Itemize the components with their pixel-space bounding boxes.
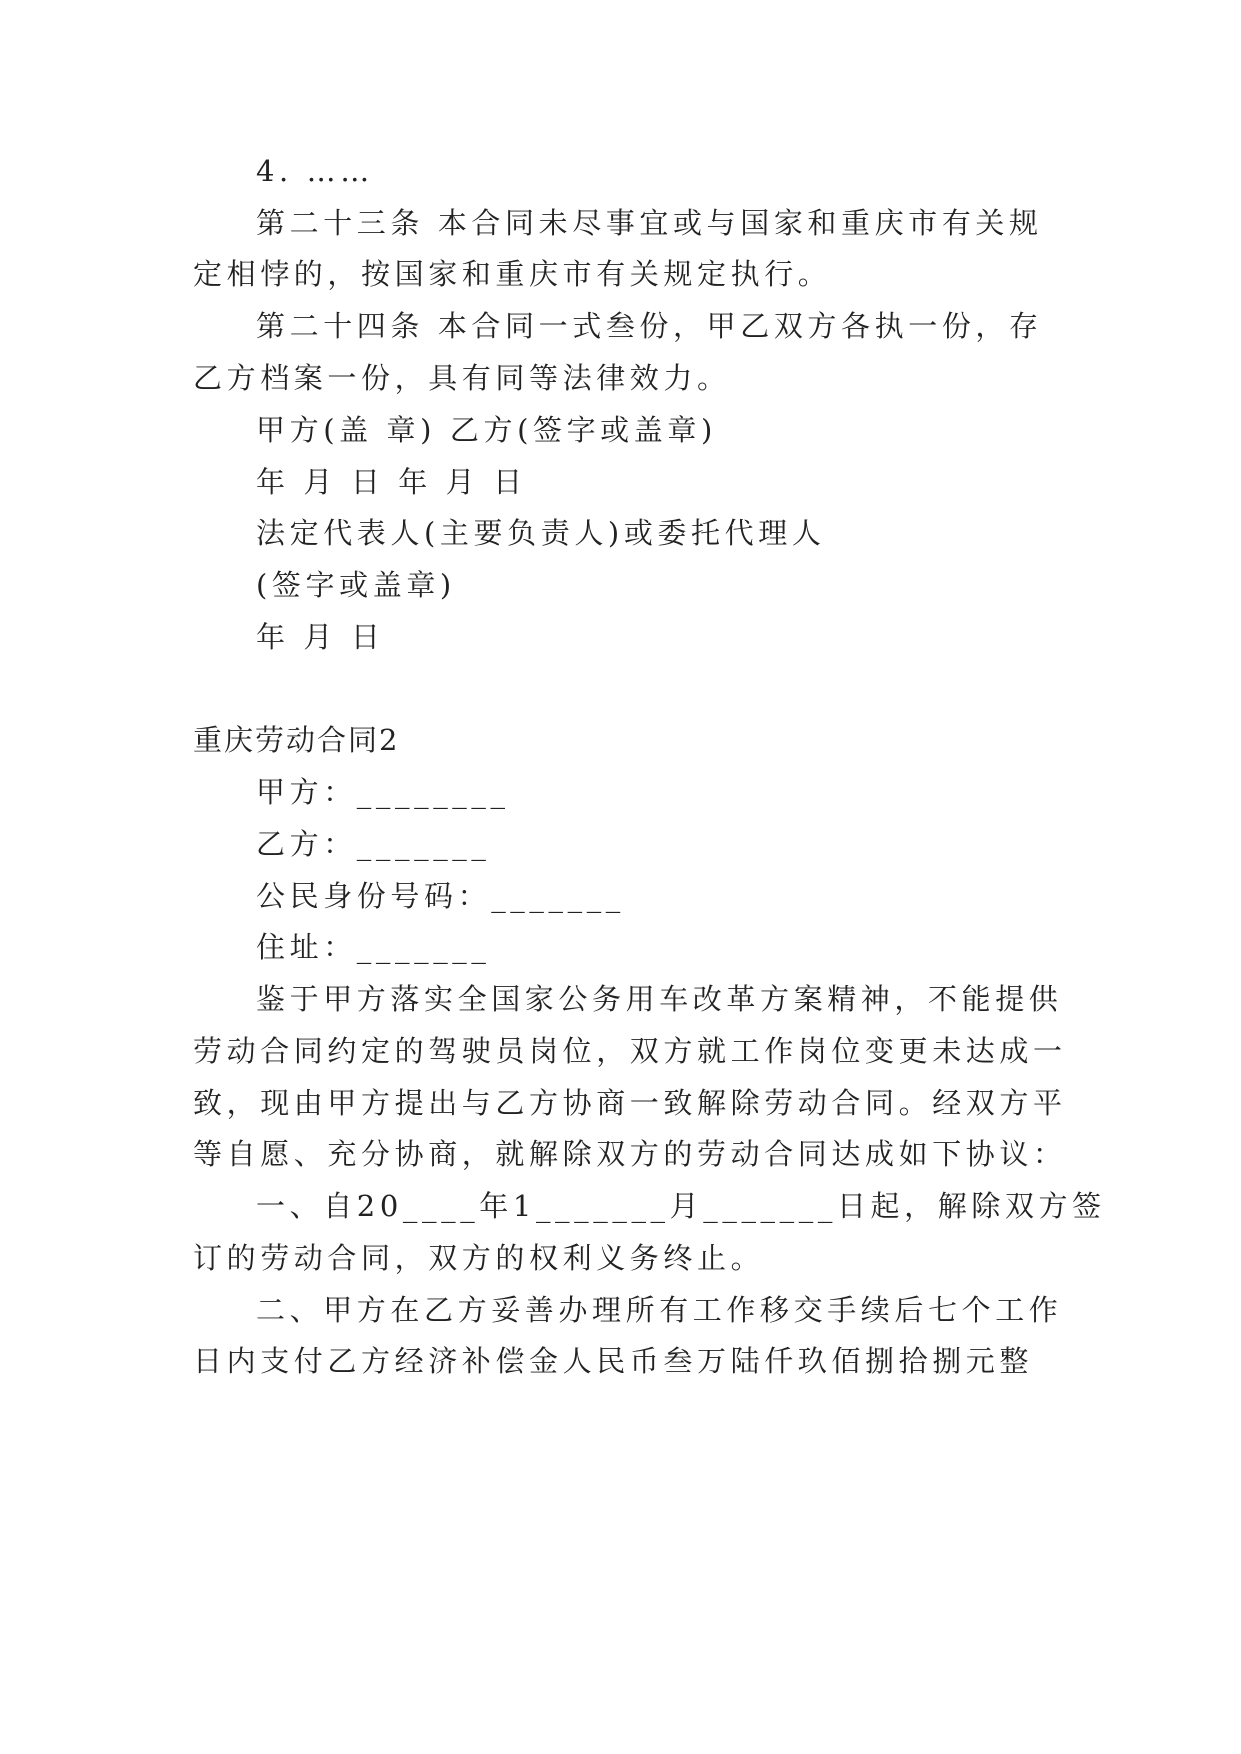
article-23-line-1: 第二十三条 本合同未尽事宜或与国家和重庆市有关规 xyxy=(256,206,1043,240)
contract-title: 重庆劳动合同2 xyxy=(193,723,400,757)
party-b: 乙方：_______ xyxy=(256,827,491,861)
signature-dates: 年 月 日 年 月 日 xyxy=(256,465,527,499)
clause-1-line-1: 一、自20____年1_______月_______日起，解除双方签 xyxy=(256,1189,1106,1223)
article-24-line-2: 乙方档案一份，具有同等法律效力。 xyxy=(193,361,731,395)
item-4: 4. …… xyxy=(256,154,374,188)
clause-2-line-1: 二、甲方在乙方妥善办理所有工作移交手续后七个工作 xyxy=(256,1293,1063,1327)
preamble-line-2: 劳动合同约定的驾驶员岗位，双方就工作岗位变更未达成一 xyxy=(193,1034,1067,1068)
signature-parties: 甲方(盖 章) 乙方(签字或盖章) xyxy=(256,413,717,447)
party-a: 甲方：________ xyxy=(256,775,510,809)
preamble-line-3: 致，现由甲方提出与乙方协商一致解除劳动合同。经双方平 xyxy=(193,1086,1067,1120)
final-date: 年 月 日 xyxy=(256,620,385,654)
sign-or-seal: (签字或盖章) xyxy=(256,568,456,602)
article-24-line-1: 第二十四条 本合同一式叁份，甲乙双方各执一份，存 xyxy=(256,309,1043,343)
preamble-line-1: 鉴于甲方落实全国家公务用车改革方案精神，不能提供 xyxy=(256,982,1063,1016)
article-23-line-2: 定相悖的，按国家和重庆市有关规定执行。 xyxy=(193,257,832,291)
address: 住址：_______ xyxy=(256,930,491,964)
legal-representative: 法定代表人(主要负责人)或委托代理人 xyxy=(256,516,826,550)
clause-2-line-2: 日内支付乙方经济补偿金人民币叁万陆仟玖佰捌拾捌元整 xyxy=(193,1344,1034,1378)
clause-1-line-2: 订的劳动合同，双方的权利义务终止。 xyxy=(193,1241,765,1275)
id-number: 公民身份号码：_______ xyxy=(256,879,625,913)
preamble-line-4: 等自愿、充分协商，就解除双方的劳动合同达成如下协议： xyxy=(193,1137,1067,1171)
